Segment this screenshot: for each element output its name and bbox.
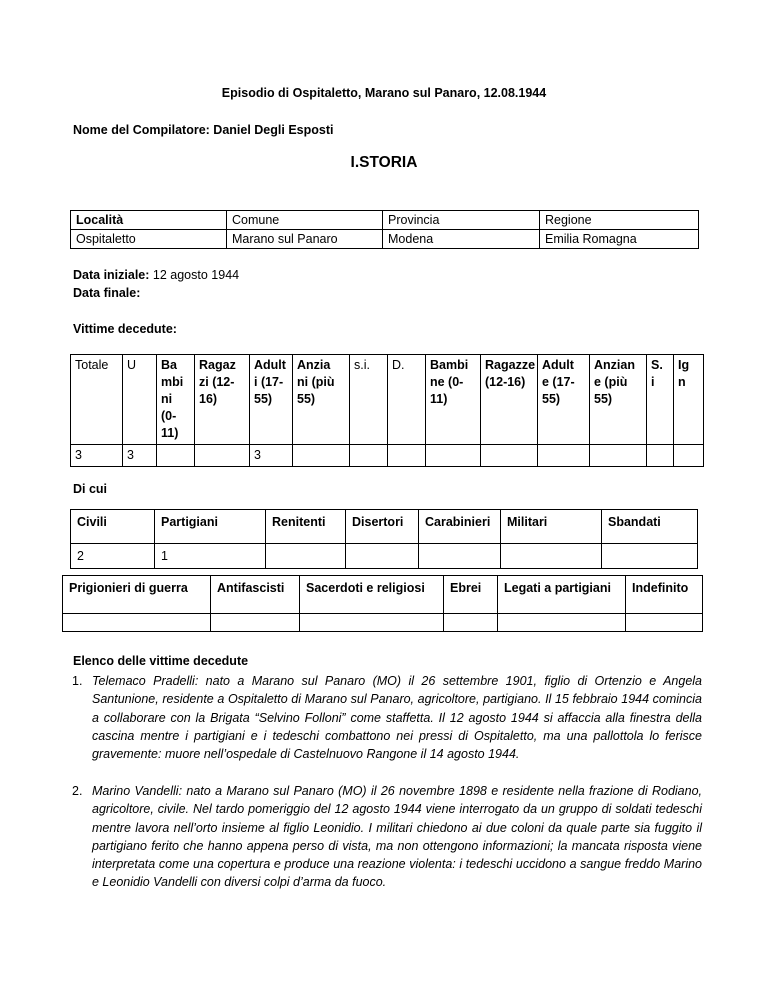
victim-entry-2 <box>72 782 702 892</box>
victims-value-d <box>388 445 426 467</box>
victims-value-ragazze <box>481 445 538 467</box>
victims-value-totale: 3 <box>71 445 123 467</box>
pris-header-ebrei: Ebrei <box>444 576 498 614</box>
victims-header-bambine: Bambi ne (0- 11) <box>426 355 481 445</box>
cat-value-disertori <box>346 544 419 569</box>
victims-value-bambini <box>157 445 195 467</box>
cat-header-militari: Militari <box>501 510 602 544</box>
pris-value-ebrei <box>444 614 498 632</box>
victims-header-si-f: S. i <box>647 355 674 445</box>
pris-value-legati <box>498 614 626 632</box>
victim-entry-text: Telemaco Pradelli: nato a Marano sul Panaro (MO) il 26 settembre 1901, figlio di Ortenzio e Angela Santunione, residente a Ospitaletto di Marano sul Panaro, agricoltore, partigiano. Il 15 febbraio 1944 comincia a collaborare con la Brigata “Selvino Folloni” come staffetta. Il 12 agosto 1944 si affaccia alla finestra della cascina mentre i partigiani e i tedeschi combattono nei pressi di Ospitaletto, ma una pallottola lo ferisce gravemente: muore nell’ospedale di Castelnuovo Rangone il 14 agosto 1944. <box>92 674 702 762</box>
prisoners-table <box>62 575 703 632</box>
section-heading: I.STORIA <box>350 154 418 171</box>
victims-value-ragazzi <box>195 445 250 467</box>
start-date <box>73 268 239 282</box>
pris-value-indefinito <box>626 614 703 632</box>
victims-value-anziane <box>590 445 647 467</box>
victims-header-ragazzi: Ragaz zi (12- 16) <box>195 355 250 445</box>
location-table <box>70 210 699 249</box>
victims-table <box>70 354 704 467</box>
victims-header-adulte: Adult e (17- 55) <box>538 355 590 445</box>
cat-value-renitenti <box>266 544 346 569</box>
pris-value-antifascisti <box>211 614 300 632</box>
pris-header-legati: Legati a partigiani <box>498 576 626 614</box>
cat-value-civili: 2 <box>71 544 155 569</box>
cat-header-disertori: Disertori <box>346 510 419 544</box>
start-date-label: Data iniziale: <box>73 268 150 282</box>
victims-value-u: 3 <box>123 445 157 467</box>
pris-header-antifascisti: Antifascisti <box>211 576 300 614</box>
victims-value-anziani <box>293 445 350 467</box>
victim-entry-number: 2. <box>72 784 83 798</box>
start-date-value: 12 agosto 1944 <box>152 268 240 282</box>
victims-header-bambini: Ba mbi ni (0- 11) <box>157 355 195 445</box>
value-provincia: Modena <box>383 230 540 249</box>
victims-value-si <box>350 445 388 467</box>
victims-value-ign <box>674 445 704 467</box>
pris-value-sacerdoti <box>300 614 444 632</box>
pris-header-sacerdoti: Sacerdoti e religiosi <box>300 576 444 614</box>
header-localita: Località <box>71 211 227 230</box>
cat-value-partigiani: 1 <box>155 544 266 569</box>
pris-header-indefinito: Indefinito <box>626 576 703 614</box>
victims-header-u: U <box>123 355 157 445</box>
victim-entry-1 <box>72 672 702 763</box>
cat-value-sbandati <box>602 544 698 569</box>
victims-header-ign: Ig n <box>674 355 704 445</box>
di-cui-label: Di cui <box>73 482 108 496</box>
victims-header-si: s.i. <box>350 355 388 445</box>
header-comune: Comune <box>227 211 383 230</box>
victims-header-d: D. <box>388 355 426 445</box>
value-regione: Emilia Romagna <box>540 230 699 249</box>
victims-header-totale: Totale <box>71 355 123 445</box>
cat-header-civili: Civili <box>71 510 155 544</box>
cat-value-carabinieri <box>419 544 501 569</box>
categories-table <box>70 509 698 569</box>
victims-header-anziane: Anzian e (più 55) <box>590 355 647 445</box>
header-provincia: Provincia <box>383 211 540 230</box>
victims-list-heading: Elenco delle vittime decedute <box>73 654 249 668</box>
cat-header-carabinieri: Carabinieri <box>419 510 501 544</box>
victims-label: Vittime decedute: <box>73 322 177 336</box>
value-comune: Marano sul Panaro <box>227 230 383 249</box>
victims-value-adulte <box>538 445 590 467</box>
value-localita: Ospitaletto <box>71 230 227 249</box>
compiler-name: Nome del Compilatore: Daniel Degli Esposti <box>73 123 334 137</box>
end-date-label: Data finale: <box>73 286 141 300</box>
victims-header-anziani: Anzia ni (più 55) <box>293 355 350 445</box>
victims-header-ragazze: Ragazze (12-16) <box>481 355 538 445</box>
victims-header-adulti: Adult i (17- 55) <box>250 355 293 445</box>
victims-value-adulti: 3 <box>250 445 293 467</box>
pris-header-prigionieri: Prigionieri di guerra <box>63 576 211 614</box>
victims-value-bambine <box>426 445 481 467</box>
victims-value-si-f <box>647 445 674 467</box>
cat-header-sbandati: Sbandati <box>602 510 698 544</box>
cat-value-militari <box>501 544 602 569</box>
cat-header-partigiani: Partigiani <box>155 510 266 544</box>
header-regione: Regione <box>540 211 699 230</box>
victim-entry-number: 1. <box>72 674 83 688</box>
pris-value-prigionieri <box>63 614 211 632</box>
document-title: Episodio di Ospitaletto, Marano sul Panaro, 12.08.1944 <box>221 86 547 100</box>
victim-entry-text: Marino Vandelli: nato a Marano sul Panaro (MO) il 26 novembre 1898 e residente nella frazione di Rodiano, agricoltore, civile. Nel tardo pomeriggio del 12 agosto 1944 viene interrogato da un gruppo di soldati tedeschi mentre lavora nell’orto insieme al figlio Leonidio. I militari chiedono ai due coloni da quale parte sia fuggito il partigiano ferito che hanno appena perso di vista, ma non ottengono informazioni; la mancata risposta viene interpretata come una copertura e produce una reazione violenta: i tedeschi uccidono a sangue freddo Marino e Leonidio Vandelli con diversi colpi d’arma da fuoco. <box>92 784 702 890</box>
cat-header-renitenti: Renitenti <box>266 510 346 544</box>
